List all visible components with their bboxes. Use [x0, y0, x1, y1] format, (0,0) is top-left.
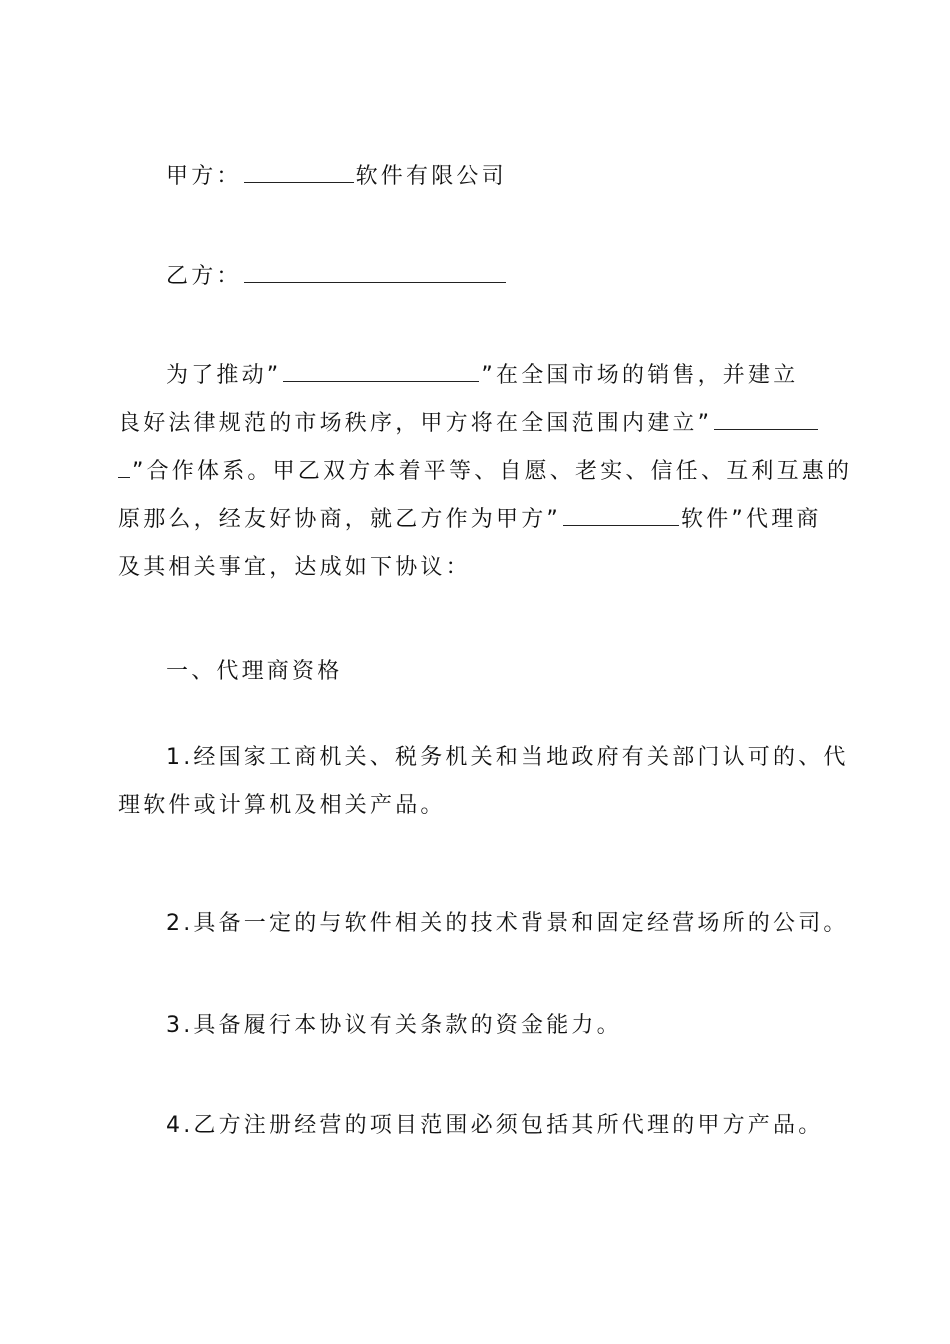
system-name-blank — [714, 407, 818, 430]
party-b-line — [166, 260, 834, 293]
section-1-item-1 — [118, 734, 849, 830]
party-a-name-blank — [244, 160, 354, 183]
software-name-blank — [563, 503, 679, 526]
preamble-paragraph — [118, 352, 853, 592]
preamble-row-5 — [118, 544, 834, 592]
product-name-blank — [283, 359, 479, 382]
preamble-text: ”在全国市场的销售，并建立 — [481, 363, 799, 388]
party-a-suffix: 软件有限公司 — [355, 164, 507, 189]
preamble-row-4 — [118, 496, 834, 544]
preamble-row-2 — [118, 400, 834, 448]
preamble-text: 良好法律规范的市场秩序，甲方将在全国范围内建立” — [118, 411, 713, 436]
preamble-text: 软件”代理商 — [681, 507, 822, 532]
item-1-row-1: 1.经国家工商机关、税务机关和当地政府有关部门认可的、代 — [166, 745, 849, 770]
preamble-row-3 — [118, 448, 853, 496]
preamble-text: 为了推动” — [166, 363, 282, 388]
preamble-text: 原那么，经友好协商，就乙方作为甲方” — [118, 507, 561, 532]
preamble-text: 及其相关事宜，达成如下协议： — [118, 555, 471, 580]
party-a-line — [166, 160, 834, 193]
section-1-item-3: 3.具备履行本协议有关条款的资金能力。 — [166, 1013, 622, 1038]
item-1-row-2: 理软件或计算机及相关产品。 — [118, 793, 446, 818]
system-name-blank-cont — [118, 455, 130, 478]
preamble-row-1 — [118, 352, 834, 400]
preamble-text: ”合作体系。甲乙双方本着平等、自愿、老实、信任、互利互惠的 — [132, 459, 853, 484]
party-a-label: 甲方： — [166, 164, 242, 189]
section-1-heading: 一、代理商资格 — [166, 659, 343, 684]
party-b-name-blank — [244, 260, 506, 283]
section-1-item-4: 4.乙方注册经营的项目范围必须包括其所代理的甲方产品。 — [166, 1113, 824, 1138]
party-b-label: 乙方： — [166, 264, 242, 289]
section-1-item-2: 2.具备一定的与软件相关的技术背景和固定经营场所的公司。 — [166, 911, 849, 936]
